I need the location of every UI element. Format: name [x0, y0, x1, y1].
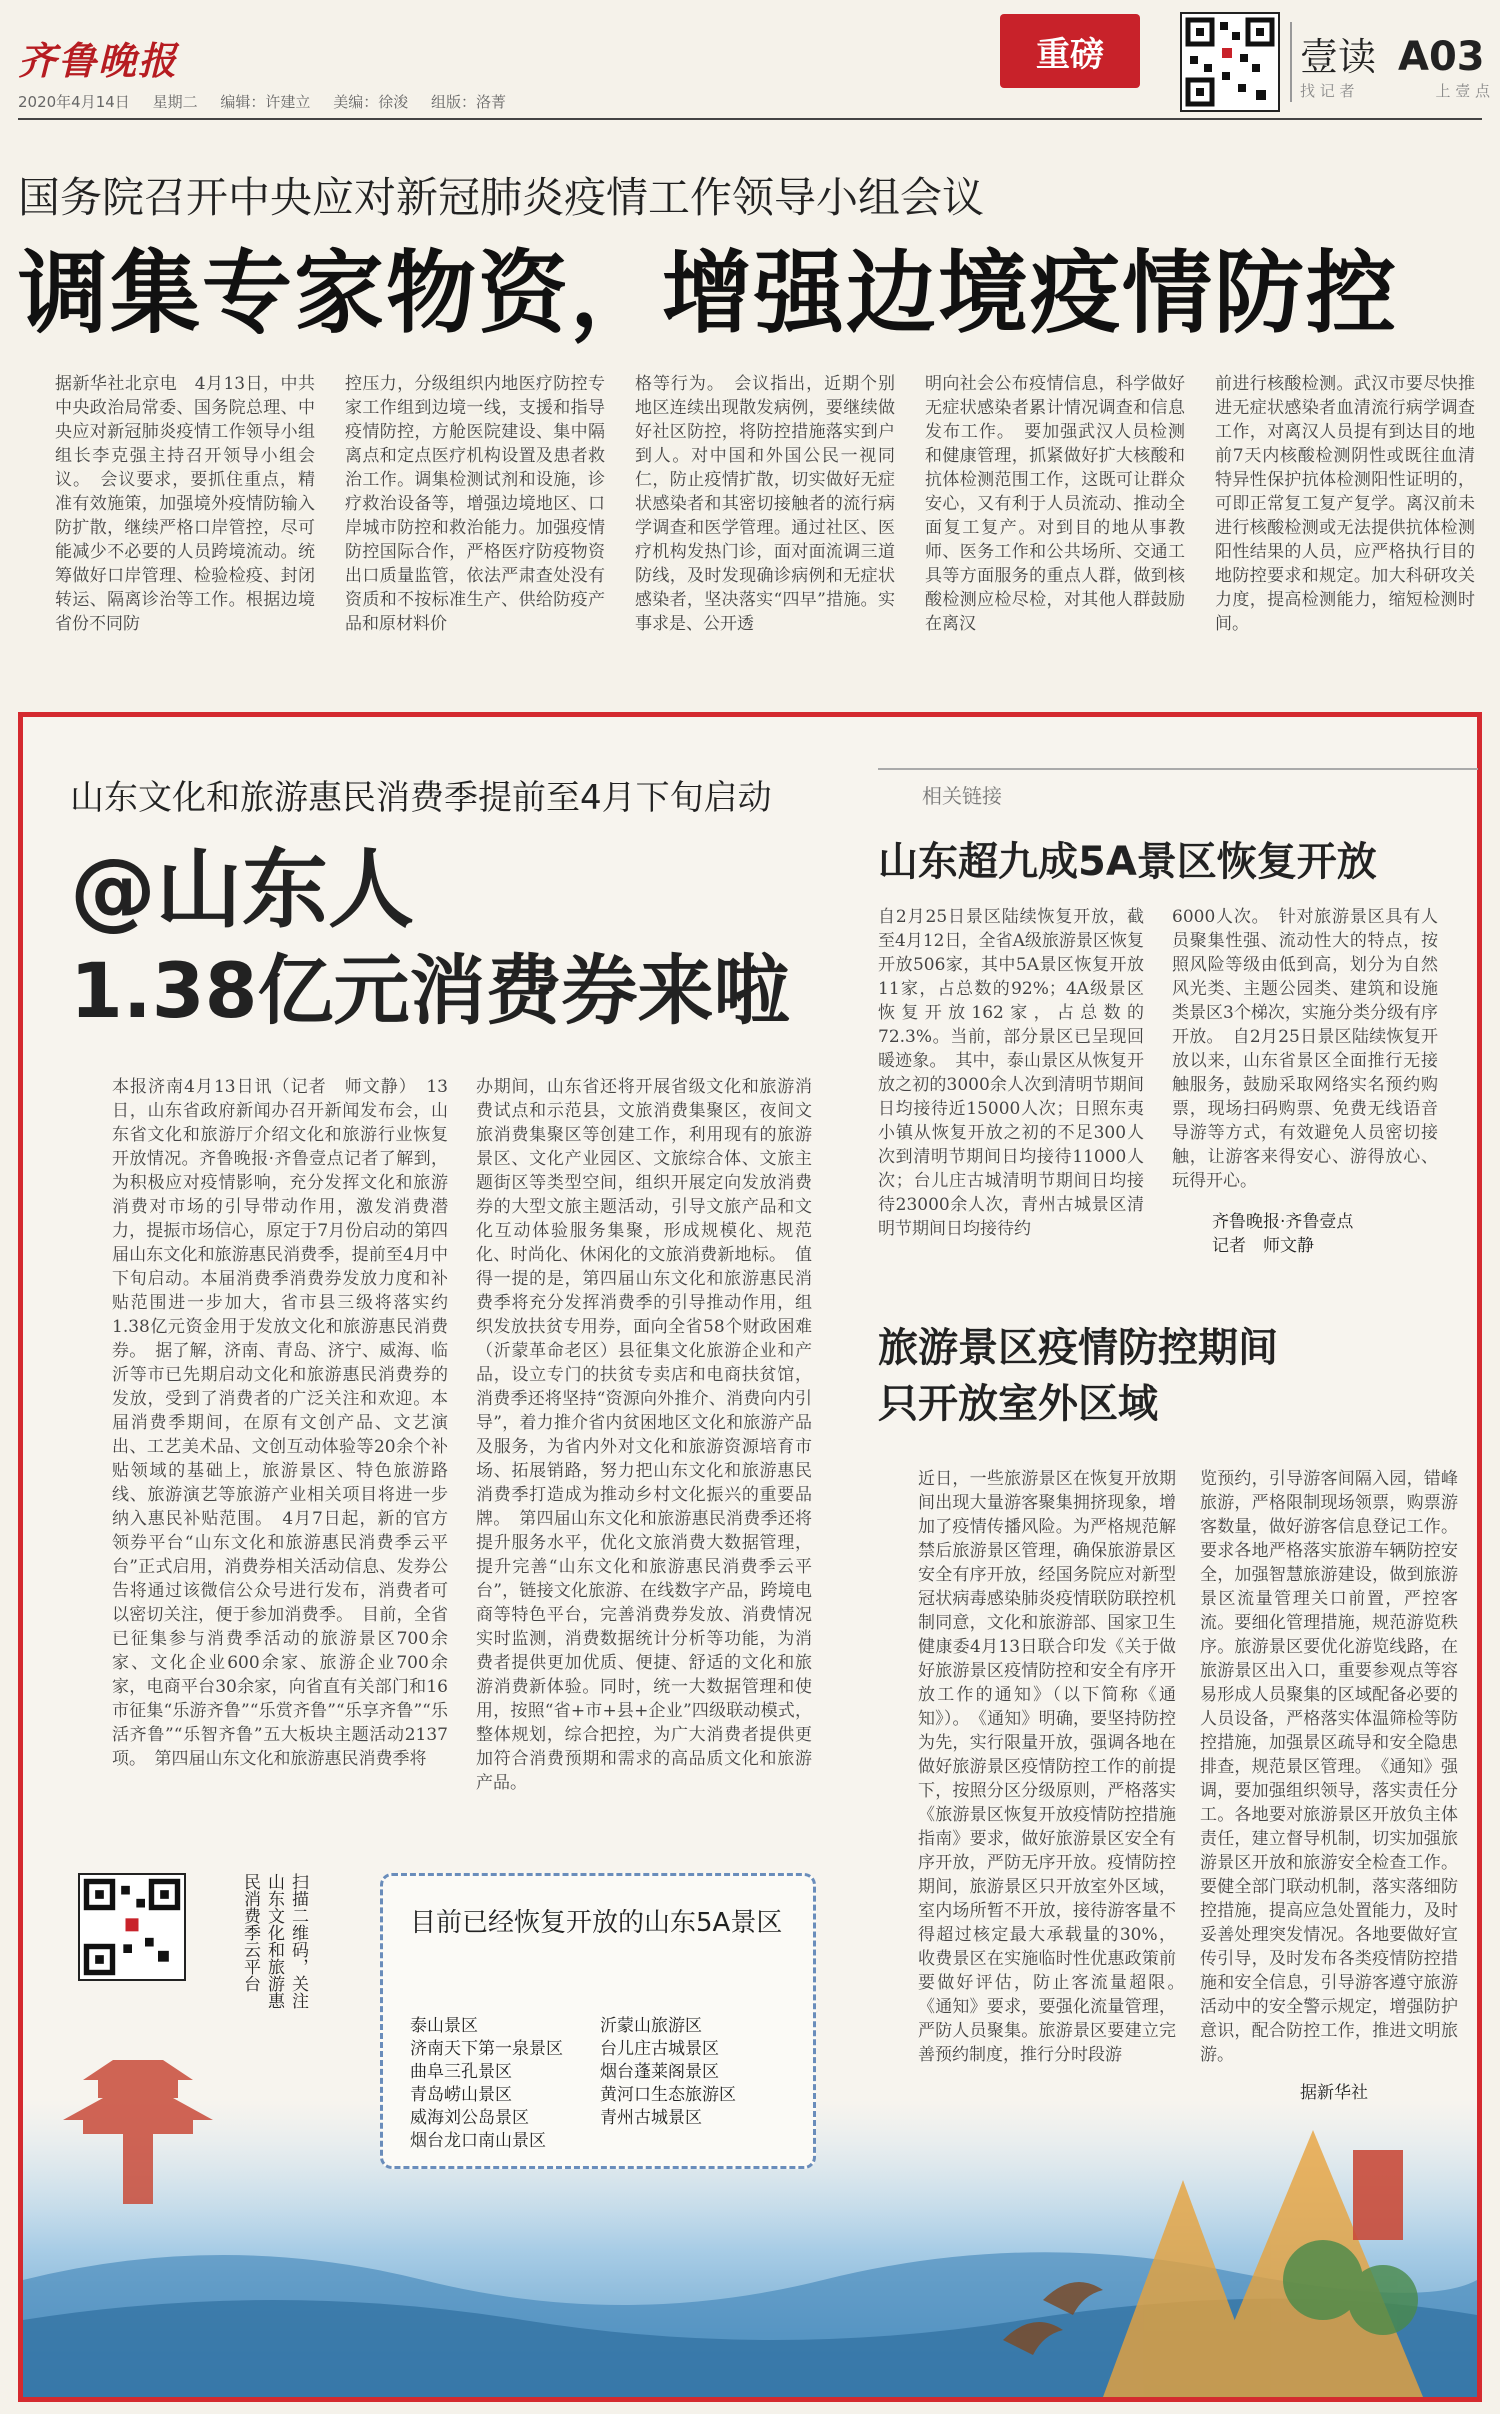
page-meta-left: 找 记 者 [1300, 82, 1355, 100]
side-column-1: 自2月25日景区陆续恢复开放，截至4月12日，全省A级旅游景区恢复开放506家，其中5A景区恢复开放11家，占总数的92%；4A级景区恢复开放162家，占总数的72.3%。当前，部分景区已呈现回暖迹象。 其中，泰山景区从恢复开放之初的3000余人次到清明节期间日均接待近15000人次；日照东夷小镇从恢复开放之初的不足300人次到清明节期间日均接待11000人次；台儿庄古城清明节期间日均接待23000余人次，青州古城景区清明节期间日均接待约 [878, 907, 1144, 1239]
qr-code-icon[interactable] [78, 1873, 186, 1981]
news2-headline [878, 1320, 1278, 1432]
side-byline-reporter: 记者 师文静 [1212, 1236, 1314, 1256]
page-meta [1300, 80, 1490, 101]
news2-column-1: 近日，一些旅游景区在恢复开放期间出现大量游客聚集拥挤现象，增加了疫情传播风险。为严格规范解禁后旅游景区管理，确保旅游景区安全有序开放，经国务院应对新型冠状病毒感染肺炎疫情联防联控机制同意，文化和旅游部、国家卫生健康委4月13日联合印发《关于做好旅游景区疫情防控和安全有序开放工作的通知》（以下简称《通知》）。 《通知》明确，要坚持防控为先，实行限量开放，强调各地在做好旅游景区疫情防控工作的前提下，按照分区分级原则，严格落实《旅游景区恢复开放疫情防控措施指南》要求，做好旅游景区安全有序开放，严防无序开放。疫情防控期间，旅游景区只开放室外区域，室内场所暂不开放，接待游客量不得超过核定最大承载量的30%，收费景区在实施临时性优惠政策前要做好评估，防止客流量超限。 《通知》要求，要强化流量管理，严防人员聚集。旅游景区要建立完善预约制度，推行分时段游 [918, 1469, 1193, 2065]
header-meta [18, 91, 524, 112]
section-name: 壹读 [1300, 35, 1377, 79]
scenic-list [410, 2015, 790, 2153]
feature-headline-line2: 1.38亿元消费券来啦 [70, 946, 790, 1035]
masthead-block [18, 30, 524, 112]
section-tag: 重磅 [1000, 14, 1140, 88]
header-rule [18, 118, 1482, 120]
related-link-text: 相关链接 [922, 784, 1002, 808]
art-editor-credit: 美编：徐浚 [333, 93, 409, 111]
page-section [1300, 26, 1485, 81]
lead-column-5: 前进行核酸检测。武汉市要尽快推进无症状感染者血清流行病学调查工作，对离汉人员提有到达目的地前7天内核酸检测阴性或既往血清特异性保护抗体检测阳性证明的，可即正常复工复产复学。离汉前未进行核酸检测或无法提供抗体检测阳性结果的人员，应严格执行目的地防控要求和规定。加大科研攻关力度，提高检测能力，缩短检测时间。 [1215, 374, 1475, 634]
lead-column-1: 据新华社北京电 4月13日，中共中央政治局常委、国务院总理、中央应对新冠肺炎疫情工作领导小组组长李克强主持召开领导小组会议。 会议要求，要抓住重点，精准有效施策，加强境外疫情防输入防扩散，继续严格口岸管控，尽可能减少不必要的人员跨境流动。统筹做好口岸管理、检验检疫、封闭转运、隔离诊治等工作。根据边境省份不同防 [55, 374, 315, 634]
feature-headline-line1: @山东人 [70, 840, 414, 940]
header-divider [1290, 22, 1292, 102]
side-byline [1212, 1210, 1353, 1258]
list-item [600, 2130, 790, 2153]
list-item: 威海刘公岛景区 [410, 2108, 529, 2128]
side-column-2: 6000人次。 针对旅游景区具有人员聚集性强、流动性大的特点，按照风险等级由低到高，划分为自然风光类、主题公园类、建筑和设施类景区3个梯次，实施分类分级有序开放。 自2月25日景区陆续恢复开放以来，山东省景区全面推行无接触服务，鼓励采取网络实名预约购票，现场扫码购票、免费无线语音导游等方式，有效避免人员密切接触，让游客来得安心、游得放心、玩得开心。 [1172, 907, 1438, 1191]
list-item: 台儿庄古城景区 [600, 2039, 719, 2059]
feature-kicker: 山东文化和旅游惠民消费季提前至4月下旬启动 [70, 778, 772, 818]
lead-column-4: 明向社会公布疫情信息，科学做好无症状感染者累计情况调查和信息发布工作。 要加强武汉人员检测和健康管理，抓紧做好扩大核酸和抗体检测范围工作，这既可让群众安心，又有利于人员流动、推动全面复工复产。对到目的地从事教师、医务工作和公共场所、交通工具等方面服务的重点人群，做到核酸检测应检尽检，对其他人群鼓励在离汉 [925, 374, 1185, 634]
lead-headline: 调集专家物资，增强边境疫情防控 [18, 241, 1398, 346]
list-item: 黄河口生态旅游区 [600, 2085, 736, 2105]
page-number: A03 [1398, 34, 1485, 80]
scenic-list-title: 目前已经恢复开放的山东5A景区 [410, 1908, 783, 1938]
news2-headline-line2: 只开放室外区域 [878, 1381, 1158, 1427]
editor-credit: 编辑：许建立 [220, 93, 311, 111]
news2-column-2: 览预约，引导游客间隔入园，错峰旅游，严格限制现场领票，购票游客数量，做好游客信息登记工作。要求各地严格落实旅游车辆防控安全，加强智慧旅游建设，做到旅游景区流量管理关口前置，严控客流。要细化管理措施，规范游览秩序。旅游景区要优化游览线路，在旅游景区出入口，重要参观点等容易形成人员聚集的区域配备必要的人员设备，严格落实体温筛检等防控措施，加强景区疏导和安全隐患排查，规范景区管理。 《通知》强调，要加强组织领导，落实责任分工。各地要对旅游景区开放负主体责任，建立督导机制，切实加强旅游景区开放和旅游安全检查工作。要健全部门联动机制，落实落细防控措施，提高应急处置能力，及时妥善处理突发情况。各地要做好宣传引导，及时发布各类疫情防控措施和安全信息，引导游客遵守旅游活动中的安全警示规定，增强防护意识，配合防控工作，推进文明旅游。 [1200, 1469, 1458, 2065]
list-item: 曲阜三孔景区 [410, 2062, 512, 2082]
feature-column-1: 本报济南4月13日讯（记者 师文静） 13日，山东省政府新闻办召开新闻发布会，山东省文化和旅游厅介绍文化和旅游行业恢复开放情况。齐鲁晚报·齐鲁壹点记者了解到，为积极应对疫情影响，充分发挥文化和旅游消费对市场的引导带动作用，激发消费潜力，提振市场信心，原定于7月份启动的第四届山东文化和旅游惠民消费季，提前至4月中下旬启动。本届消费季消费券发放力度和补贴范围进一步加大，省市县三级将落实约1.38亿元资金用于发放文化和旅游惠民消费券。 据了解，济南、青岛、济宁、威海、临沂等市已先期启动文化和旅游惠民消费券的发放，受到了消费者的广泛关注和欢迎。本届消费季期间，在原有文创产品、文艺演出、工艺美术品、文创互动体验等20余个补贴领域的基础上，旅游景区、特色旅游路线、旅游演艺等旅游产业相关项目将进一步纳入惠民补贴范围。 4月7日起，新的官方领券平台“山东文化和旅游惠民消费季云平台”正式启用，消费券相关活动信息、发券公告将通过该微信公众号进行发布，消费者可以密切关注，便于参加消费季。 目前，全省已征集参与消费季活动的旅游景区700余家、文化企业600余家、旅游企业700余家，电商平台30余家，向省直有关部门和16市征集“乐游齐鲁”“乐赏齐鲁”“乐享齐鲁”“乐活齐鲁”“乐智齐鲁”五大板块主题活动2137项。 第四届山东文化和旅游惠民消费季将 [112, 1077, 448, 1769]
masthead-logo: 齐鲁晚报 [18, 38, 179, 83]
news2-byline: 据新华社 [1300, 2083, 1368, 2103]
issue-weekday: 星期二 [152, 93, 198, 111]
list-item: 青岛崂山景区 [410, 2085, 512, 2105]
lead-column-3: 格等行为。 会议指出，近期个别地区连续出现散发病例，要继续做好社区防控，将防控措施落实到户到人。对中国和外国公民一视同仁，防止疫情扩散，切实做好无症状感染者和其密切接触者的流行病学调查和医学管理。通过社区、医疗机构发热门诊，面对面流调三道防线，及时发现确诊病例和无症状感染者，坚决落实“四早”措施。实事求是、公开透 [635, 374, 895, 634]
layout-editor-credit: 组版：洛菁 [430, 93, 506, 111]
lead-column-2: 控压力，分级组织内地医疗防控专家工作组到边境一线，支援和指导疫情防控，方舱医院建设、集中隔离点和定点医疗机构设置及患者救治工作。调集检测试剂和设施，诊疗救治设备等，增强边境地区、口岸城市防控和救治能力。加强疫情防控国际合作，严格医疗防疫物资出口质量监管，依法严肃查处没有资质和不按标准生产、供给防疫产品和原材料价 [345, 374, 605, 634]
qr-code-icon[interactable] [1180, 12, 1280, 112]
list-item: 泰山景区 [410, 2016, 478, 2036]
lead-body [55, 372, 1475, 664]
lead-subhead: 国务院召开中央应对新冠肺炎疫情工作领导小组会议 [18, 173, 985, 222]
news2-body [918, 1467, 1458, 2067]
feature-body [112, 1075, 812, 1815]
news2-headline-line1: 旅游景区疫情防控期间 [878, 1325, 1278, 1371]
list-item: 烟台龙口南山景区 [410, 2131, 546, 2151]
list-item: 烟台蓬莱阁景区 [600, 2062, 719, 2082]
page-meta-right: 上 壹 点 [1435, 82, 1490, 100]
list-item: 青州古城景区 [600, 2108, 702, 2128]
list-item: 济南天下第一泉景区 [410, 2039, 563, 2059]
feature-column-2: 办期间，山东省还将开展省级文化和旅游消费试点和示范县，文旅消费集聚区，夜间文旅消费集聚区等创建工作，利用现有的旅游景区、文化产业园区、文旅综合体、文旅主题街区等类型空间，组织开展定向发放消费券的大型文旅主题活动，引导文旅产品和文化互动体验服务集聚，形成规模化、规范化、时尚化、休闲化的文旅消费新地标。 值得一提的是，第四届山东文化和旅游惠民消费季将充分发挥消费季的引导推动作用，组织发放扶贫专用券，面向全省58个财政困难（沂蒙革命老区）县征集文化旅游企业和产品，设立专门的扶贫专卖店和电商扶贫馆，消费季还将坚持“资源向外推介、消费向内引导”，着力推介省内贫困地区文化和旅游产品及服务，为省内外对文化和旅游资源培育市场、拓展销路，努力把山东文化和旅游惠民消费季打造成为推动乡村文化振兴的重要品牌。 第四届山东文化和旅游惠民消费季还将提升服务水平，优化文旅消费大数据管理，提升完善“山东文化和旅游惠民消费季云平台”，链接文化旅游、在线数字产品，跨境电商等特色平台，完善消费券发放、消费情况实时监测，消费数据统计分析等功能，为消费者提供更加优质、便捷、舒适的文化和旅游消费新体验。同时，统一大数据管理和使用，按照“省+市+县+企业”四级联动模式，整体规划，综合把控，为广大消费者提供更加符合消费预期和需求的高品质文化和旅游产品。 [476, 1077, 812, 1793]
issue-date: 2020年4月14日 [18, 93, 130, 111]
side-headline: 山东超九成5A景区恢复开放 [878, 839, 1377, 885]
side-byline-source: 齐鲁晚报·齐鲁壹点 [1212, 1212, 1354, 1232]
list-item: 沂蒙山旅游区 [600, 2016, 702, 2036]
qr-caption: 扫描二维码，关注山东文化和旅游惠民消费季云平台 [240, 1873, 308, 2009]
related-link-label [878, 768, 1478, 809]
